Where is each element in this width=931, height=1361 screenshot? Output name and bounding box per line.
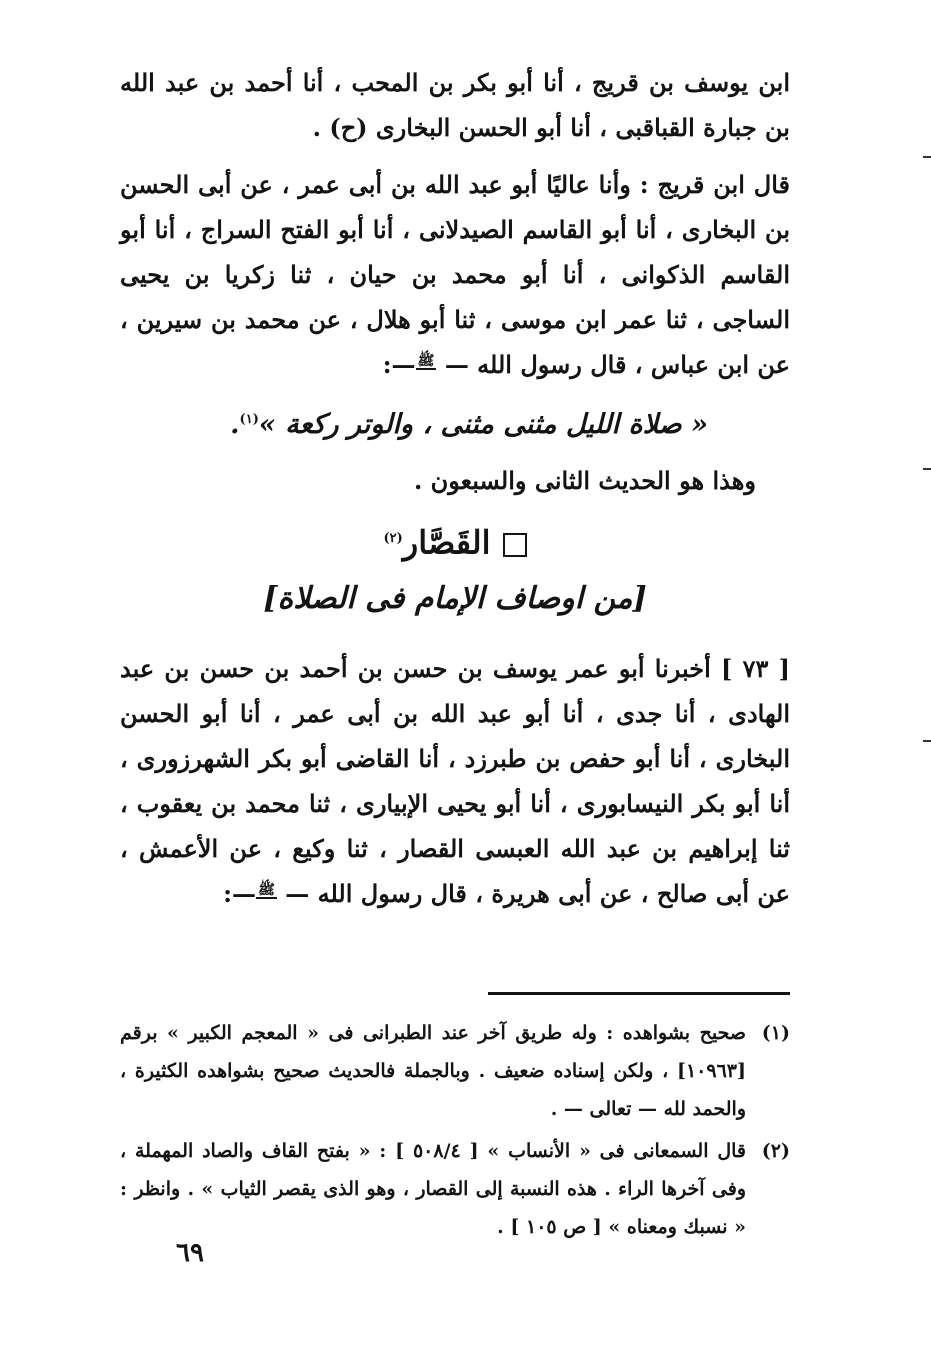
section-title (120, 516, 790, 566)
salawat-glyph: ﷺ (417, 353, 435, 369)
page-number: ٦٩ (176, 1238, 204, 1268)
hadith-body: « صلاة الليل مثنى مثنى ، والوتر ركعة » (258, 409, 708, 440)
footnote-1 (120, 1014, 790, 1128)
footnotes (120, 1014, 790, 1246)
paragraph-end: —: (382, 350, 416, 379)
paragraph-chain-2 (120, 162, 790, 387)
paragraph-text: قال ابن قريج : وأنا عاليًا أبو عبد الله بن أبى عمر ، عن أبى الحسن بن البخارى ، أنا أبو القاسم الصيدلانى ، أنا أبو الفتح السراج ، أنا أبو القاسم الذكوانى ، أنا أبو محمد بن حيان ، ثنا زكريا بن يحيى الساجى ، ثنا عمر ابن موسى ، ثنا أبو هلال ، عن محمد بن سيرين ، عن ابن عباس ، قال رسول الله — (120, 170, 791, 379)
margin-mark (923, 468, 931, 470)
footnote-number: (٢) (761, 1140, 790, 1162)
hadith-text (120, 393, 708, 452)
margin-mark (923, 156, 931, 158)
footnote-text: قال السمعانى فى « الأنساب » [ ٥٠٨/٤ ] : « بفتح القاف والصاد المهملة ، وفى آخرها الراء . هذه النسبة إلى القصار ، وهو الذى يقصر الثياب » . وانظر : « نسبك ومعناه » [ ص ١٠٥ ] . (120, 1140, 746, 1238)
footnote-ref-2: (٢) (383, 531, 403, 546)
paragraph-text: [ ٧٣ ] أخبرنا أبو عمر يوسف بن حسن بن أحمد بن حسن بن عبد الهادى ، أنا جدى ، أنا أبو عبد الله بن أبى عمر ، أنا أبو الحسن البخارى ، أنا أبو حفص بن طبرزد ، أنا القاضى أبو بكر الشهرزورى ، أنا أبو بكر النيسابورى ، أنا أبو يحيى الإبيارى ، ثنا محمد بن يعقوب ، ثنا إبراهيم بن عبد الله العبسى القصار ، ثنا وكيع ، عن الأعمش ، عن أبى صالح ، عن أبى هريرة ، قال رسول الله — (120, 653, 790, 908)
footnote-2 (120, 1132, 790, 1246)
margin-mark (923, 740, 931, 742)
paragraph-end: —: (223, 878, 256, 908)
footnote-text: صحيح بشواهده : وله طريق آخر عند الطبرانى فى « المعجم الكبير » برقم [١٠٩٦٣] ، ولكن إسناده ضعيف . وبالجملة فالحديث صحيح بشواهده الكثيرة ، والحمد لله — تعالى — . (120, 1022, 746, 1120)
page-body (120, 60, 790, 916)
section-title-text: القَصَّار (402, 523, 491, 562)
footnote-number: (١) (761, 1022, 790, 1044)
paragraph-chain-1 (120, 60, 790, 150)
paragraph-hadith-73 (120, 646, 790, 916)
hadith-end: . (230, 409, 240, 440)
salawat-glyph: ﷺ (257, 881, 275, 898)
section-subtitle: [من اوصاف الإمام فى الصلاة] (263, 580, 647, 616)
footnote-ref-1: (١) (239, 412, 259, 427)
hadith-count-note: وهذا هو الحديث الثانى والسبعون . (413, 466, 756, 495)
footnote-separator (488, 992, 790, 995)
paragraph-text: ابن يوسف بن قريج ، أنا أبو بكر بن المحب ، أنا أحمد بن عبد الله بن جبارة القباقبى ، أنا أبو الحسن البخارى (ح) . (120, 68, 790, 142)
square-bullet-icon (503, 533, 527, 557)
